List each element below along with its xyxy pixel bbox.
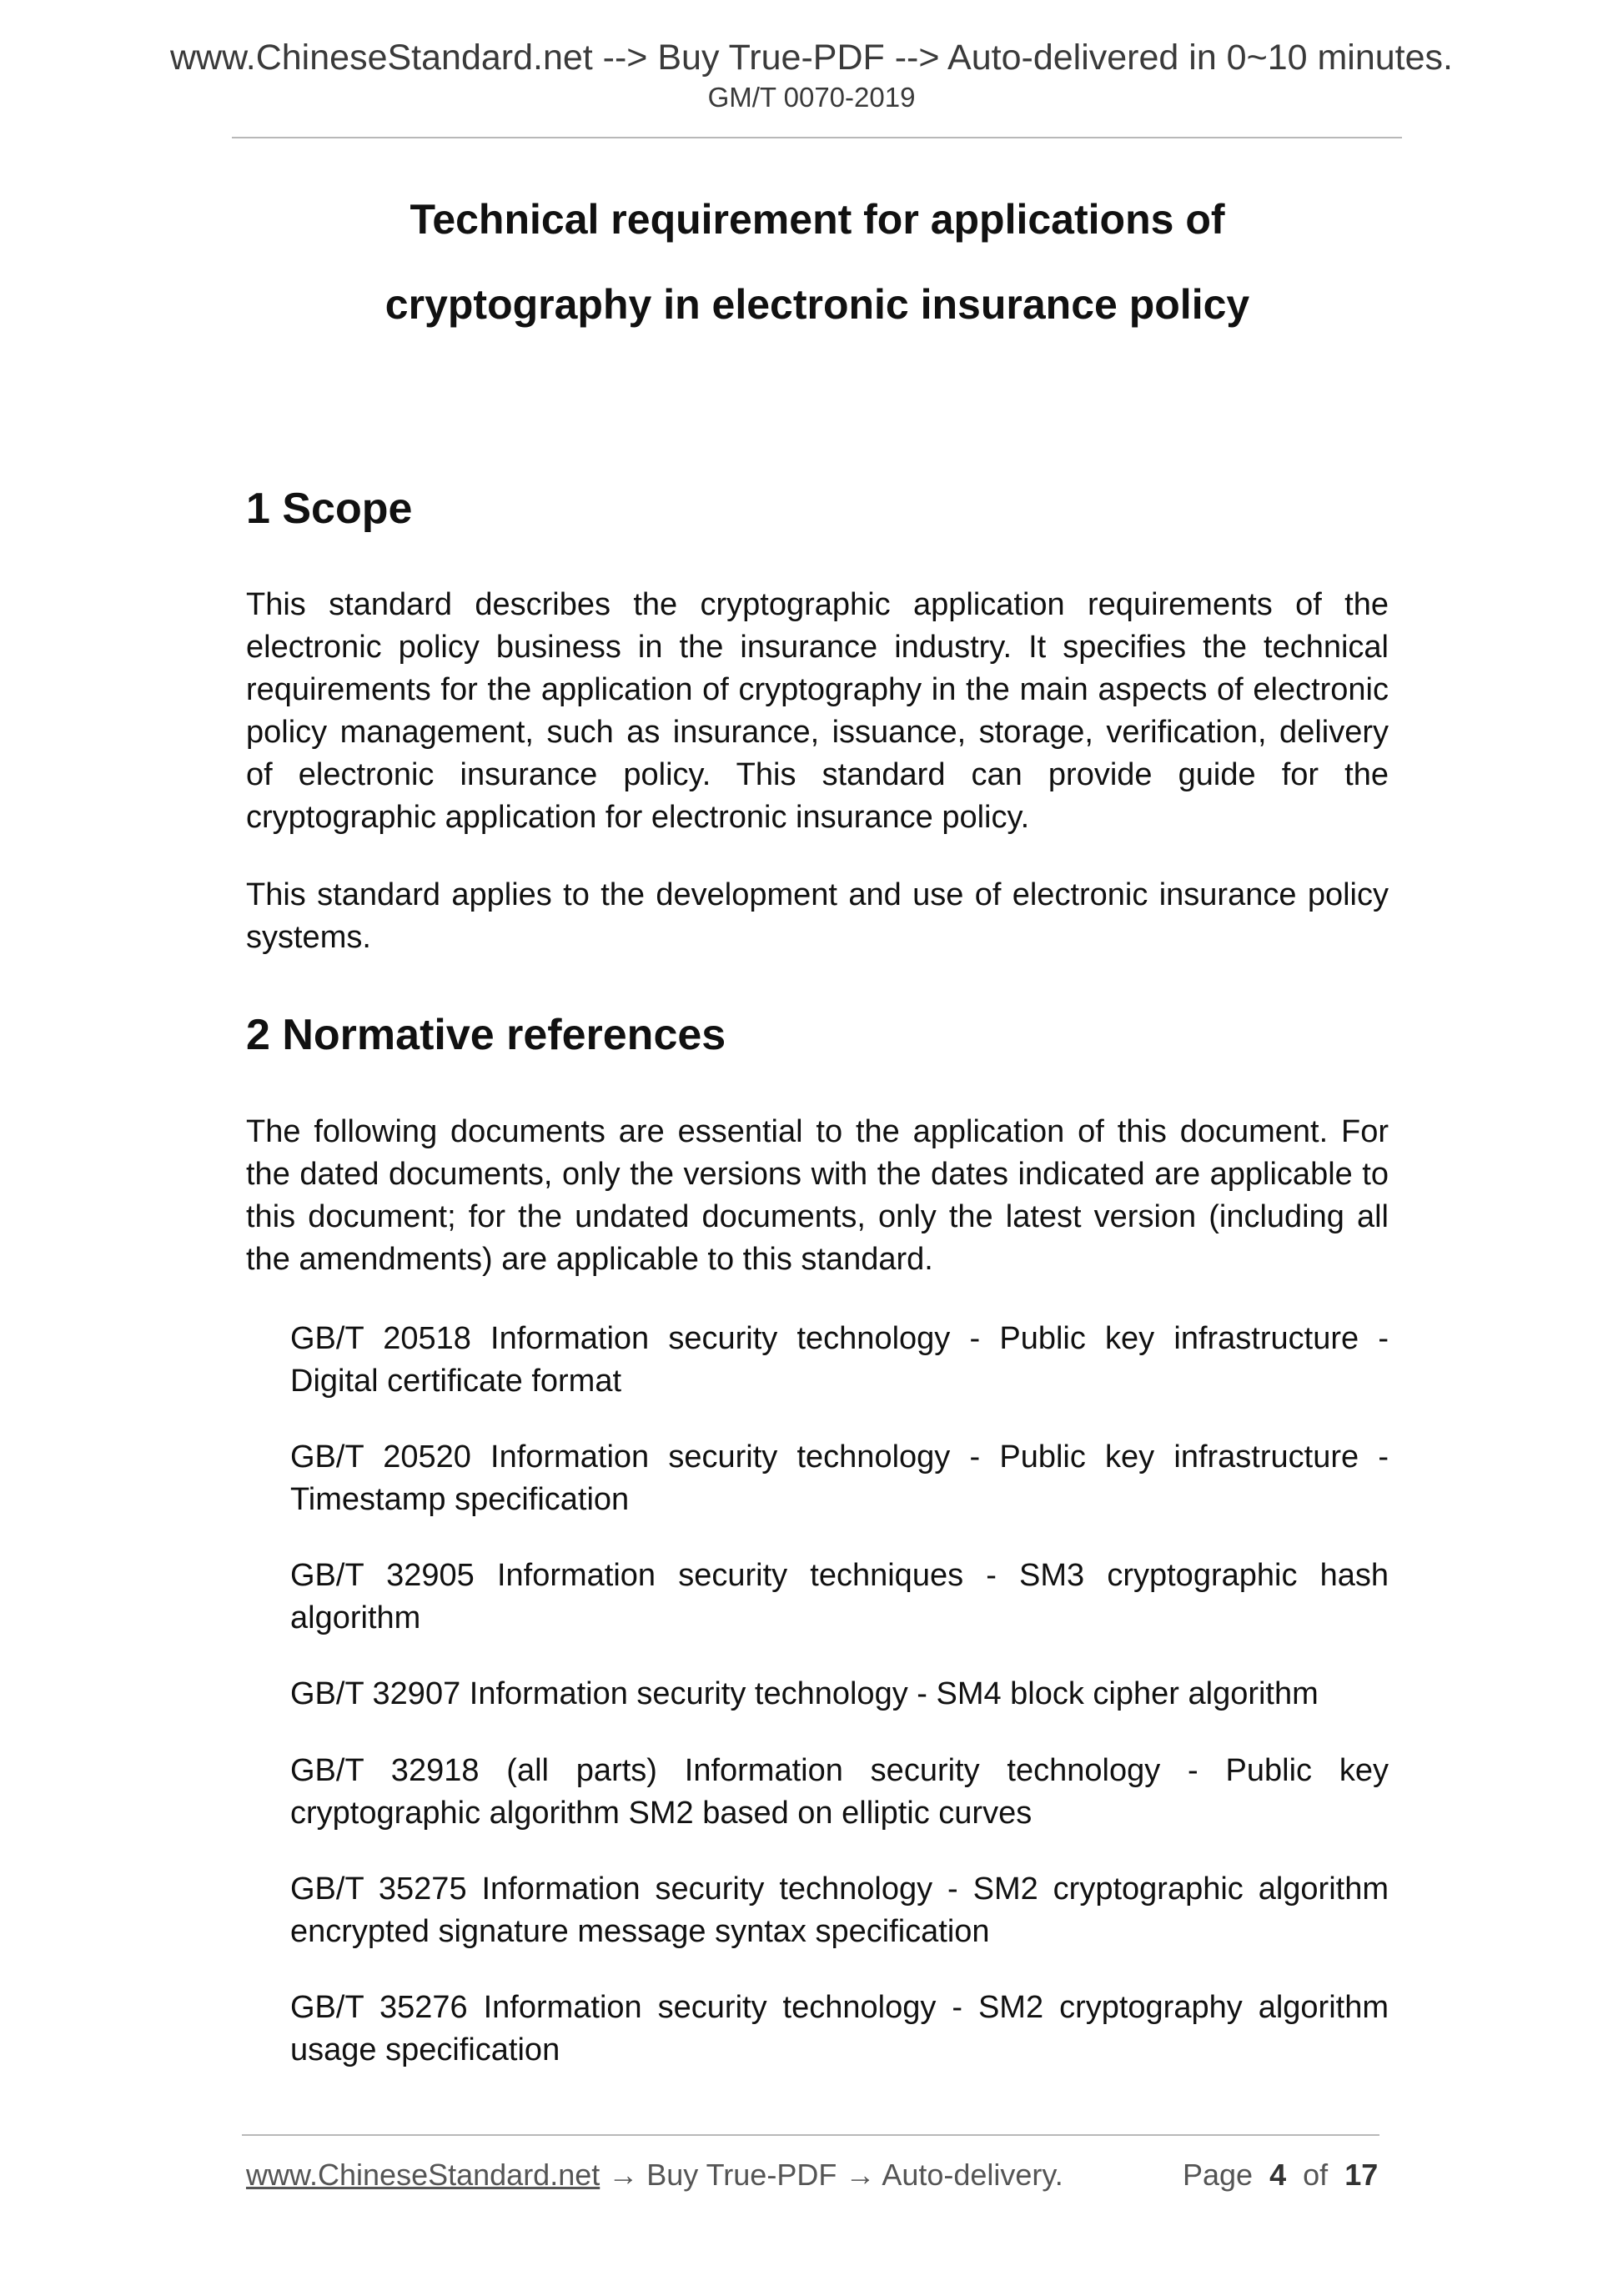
- page-label: Page: [1183, 2158, 1254, 2192]
- section-heading-scope: 1 Scope: [246, 485, 413, 533]
- top-banner: www.ChineseStandard.net --> Buy True-PDF --> Auto-delivered in 0~10 minutes.: [169, 38, 1453, 78]
- reference-item: GB/T 35276 Information security technology - SM2 cryptography algorithm usage specification: [290, 1990, 1389, 2067]
- reference-item: GB/T 32905 Information security techniques - SM3 cryptographic hash algorithm: [290, 1558, 1389, 1635]
- reference-item: GB/T 20518 Information security technology - Public key infrastructure - Digital certificate format: [290, 1321, 1389, 1399]
- document-title-line-2: cryptography in electronic insurance policy: [384, 281, 1250, 328]
- section-heading-normative-references: 2 Normative references: [246, 1011, 726, 1059]
- reference-item: GB/T 32918 (all parts) Information security technology - Public key cryptographic algorithm SM2 based on elliptic curves: [290, 1753, 1389, 1831]
- reference-item: GB/T 32907 Information security technology - SM4 block cipher algorithm: [290, 1676, 1319, 1711]
- footer-left: [246, 2160, 1063, 2190]
- page-total: 17: [1344, 2158, 1379, 2192]
- scope-paragraph-1: This standard describes the cryptographic application requirements of the electronic policy business in the insurance industry. It specifies the technical requirements for the application of cryptography in the main aspects of electronic policy management, such as insurance, issuance, storage, verification, delivery of electronic insurance policy. This standard can provide guide for the cryptographic application for electronic insurance policy.: [246, 587, 1389, 835]
- references-intro-paragraph: The following documents are essential to the application of this document. For the dated documents, only the versions with the dates indicated are applicable to this document; for the undated documents, only the latest version (including all the amendments) are applicable to this standard.: [246, 1114, 1389, 1277]
- reference-item: GB/T 35275 Information security technology - SM2 cryptographic algorithm encrypted signature message syntax specification: [290, 1871, 1389, 1949]
- reference-item: GB/T 20520 Information security technology - Public key infrastructure - Timestamp specification: [290, 1439, 1389, 1517]
- scope-paragraph-2: This standard applies to the development and use of electronic insurance policy systems.: [246, 877, 1389, 955]
- document-title-line-1: Technical requirement for applications of: [410, 196, 1225, 243]
- footer-tagline: → Buy True-PDF → Auto-delivery.: [600, 2158, 1063, 2192]
- document-code: GM/T 0070-2019: [707, 82, 916, 113]
- page-indicator: [1183, 2160, 1378, 2190]
- footer-site-link[interactable]: www.ChineseStandard.net: [246, 2158, 600, 2192]
- footer-divider: [242, 2134, 1379, 2136]
- of-label: of: [1303, 2158, 1329, 2192]
- page-number: 4: [1269, 2158, 1287, 2192]
- header-divider: [232, 137, 1402, 138]
